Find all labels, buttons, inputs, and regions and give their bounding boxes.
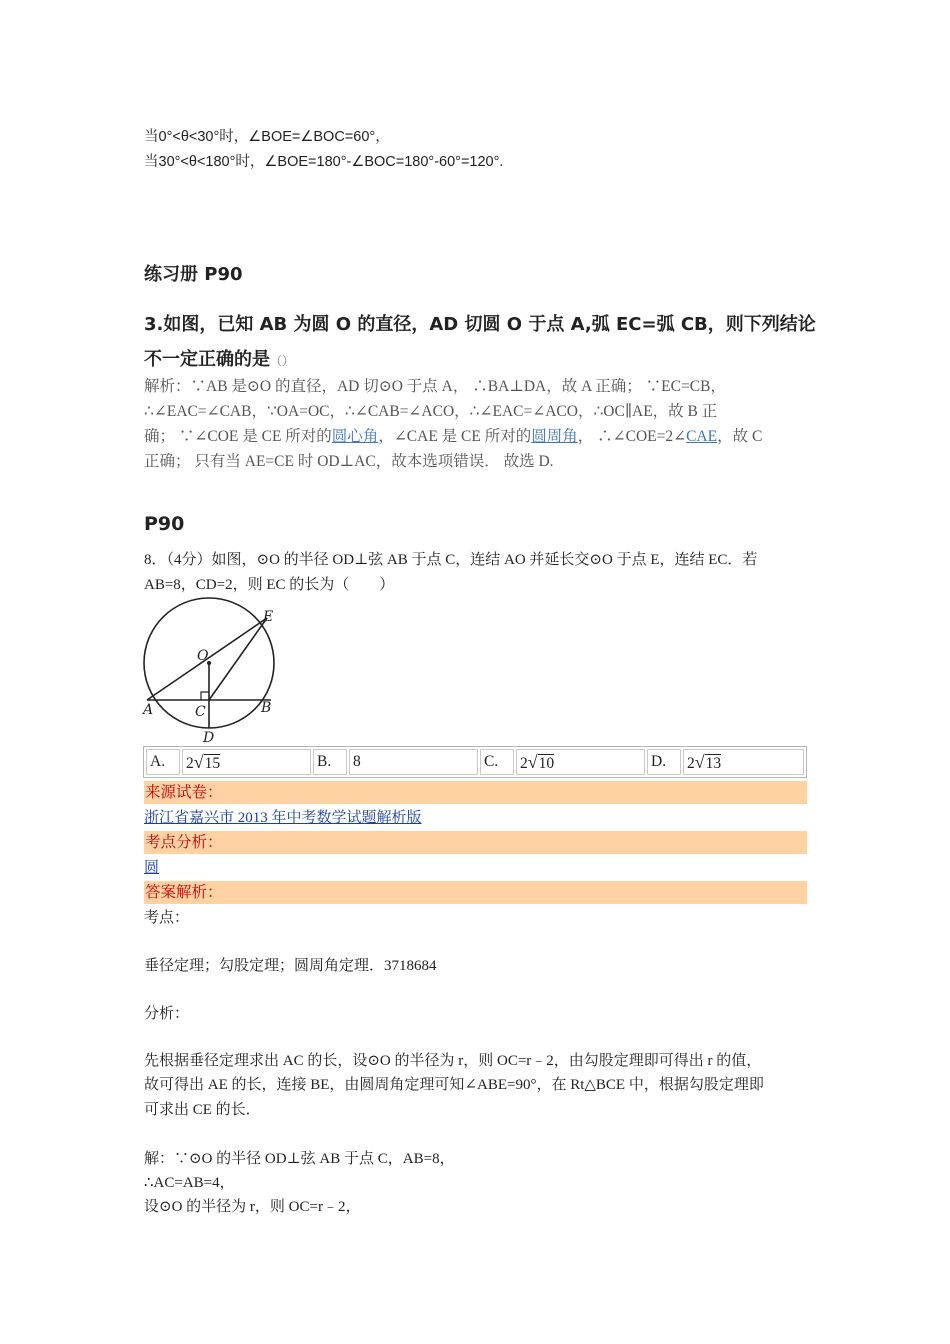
fenxi-label: 分析： [144, 1006, 190, 1022]
option-b-label[interactable]: B. [313, 749, 347, 775]
analysis-text: ， ∴∠COE=2∠ [577, 428, 687, 445]
right-angle-mark [201, 692, 209, 700]
options-table [143, 746, 807, 778]
source-label-bar: 来源试卷： [144, 781, 807, 804]
text-line: 当30°<θ<180°时，∠BOE=180°-∠BOC=180°-60°=120°. [144, 154, 504, 170]
kaodian-text: 垂径定理；勾股定理；圆周角定理．3718684 [144, 958, 437, 974]
answer-label-bar: 答案解析： [144, 881, 807, 904]
analysis-line: 解析：∵AB 是⊙O 的直径，AD 切⊙O 于点 A， ∴BA⊥DA，故 A 正确； ∵EC=CB， [144, 378, 726, 395]
source-link[interactable]: 浙江省嘉兴市 2013 年中考数学试题解析版 [144, 810, 422, 826]
question-text-line2: 不一定正确的是 [144, 349, 270, 370]
fenxi-line: 故可得出 AE 的长，连接 BE，由圆周角定理可知∠ABE=90°，在 Rt△BCE 中，根据勾股定理即 [144, 1077, 764, 1093]
analysis-text: 确； ∵∠COE 是 CE 所对的 [144, 428, 332, 445]
fenxi-line: 可求出 CE 的长． [144, 1102, 261, 1118]
analysis-text: ，故 C [717, 428, 763, 445]
analysis-line: 正确； 只有当 AE=CE 时 OD⊥AC，故本选项错误． 故选 D. [144, 453, 554, 470]
option-a-label[interactable]: A. [146, 749, 180, 775]
option-d-value[interactable]: 2√13 [683, 749, 804, 775]
label-b: B [261, 700, 272, 716]
link-cae[interactable]: CAE [686, 428, 718, 445]
topic-label-bar: 考点分析： [144, 831, 807, 854]
label-c: C [195, 704, 206, 720]
option-c-label[interactable]: C. [480, 749, 514, 775]
label-a: A [143, 702, 154, 718]
option-b-value[interactable]: 8 [349, 749, 478, 775]
option-d-label[interactable]: D. [647, 749, 681, 775]
solution-line: 设⊙O 的半径为 r，则 OC=r﹣2， [144, 1199, 361, 1215]
fenxi-line: 先根据垂径定理求出 AC 的长，设⊙O 的半径为 r，则 OC=r﹣2，由勾股定理即可得出 r 的值， [144, 1053, 762, 1069]
answer-paren: （） [270, 354, 295, 368]
option-c-value[interactable]: 2√10 [516, 749, 645, 775]
label-d: D [203, 730, 215, 746]
analysis-line: ∴∠EAC=∠CAB，∵OA=OC，∴∠CAB=∠ACO，∴∠EAC=∠ACO，∴OC∥AE，故 B 正 [144, 403, 718, 420]
link-central-angle[interactable]: 圆心角 [331, 428, 379, 445]
question-text: 8．（4分）如图，⊙O 的半径 OD⊥弦 AB 于点 C，连结 AO 并延长交⊙O 于点 E，连结 EC．若 [144, 552, 758, 568]
question-text: 3.如图，已知 AB 为圆 O 的直径，AD 切圆 O 于点 A,弧 EC=弧 CB，则下列结论 [144, 314, 816, 335]
label-o: O [197, 648, 209, 664]
question-text: AB=8，CD=2，则 EC 的长为（ ） [144, 577, 395, 593]
analysis-block [144, 374, 814, 474]
circle-figure [140, 594, 280, 746]
section-heading: P90 [144, 513, 185, 535]
solution-line: ∴AC=AB=4， [144, 1175, 235, 1191]
section-heading: 练习册 P90 [144, 264, 243, 285]
analysis-line [144, 424, 814, 449]
solution-line: 解：∵⊙O 的半径 OD⊥弦 AB 于点 C，AB=8， [144, 1151, 455, 1167]
analysis-text: ，∠CAE 是 CE 所对的 [378, 428, 532, 445]
label-e: E [263, 609, 274, 625]
question-text [144, 345, 294, 376]
link-inscribed-angle[interactable]: 圆周角 [531, 428, 578, 445]
text-line: 当0°<θ<30°时，∠BOE=∠BOC=60°， [144, 129, 390, 145]
topic-link[interactable]: 圆 [144, 860, 160, 876]
kaodian-label: 考点： [144, 910, 190, 926]
option-a-value[interactable]: 2√15 [182, 749, 311, 775]
line-ce [209, 618, 267, 700]
